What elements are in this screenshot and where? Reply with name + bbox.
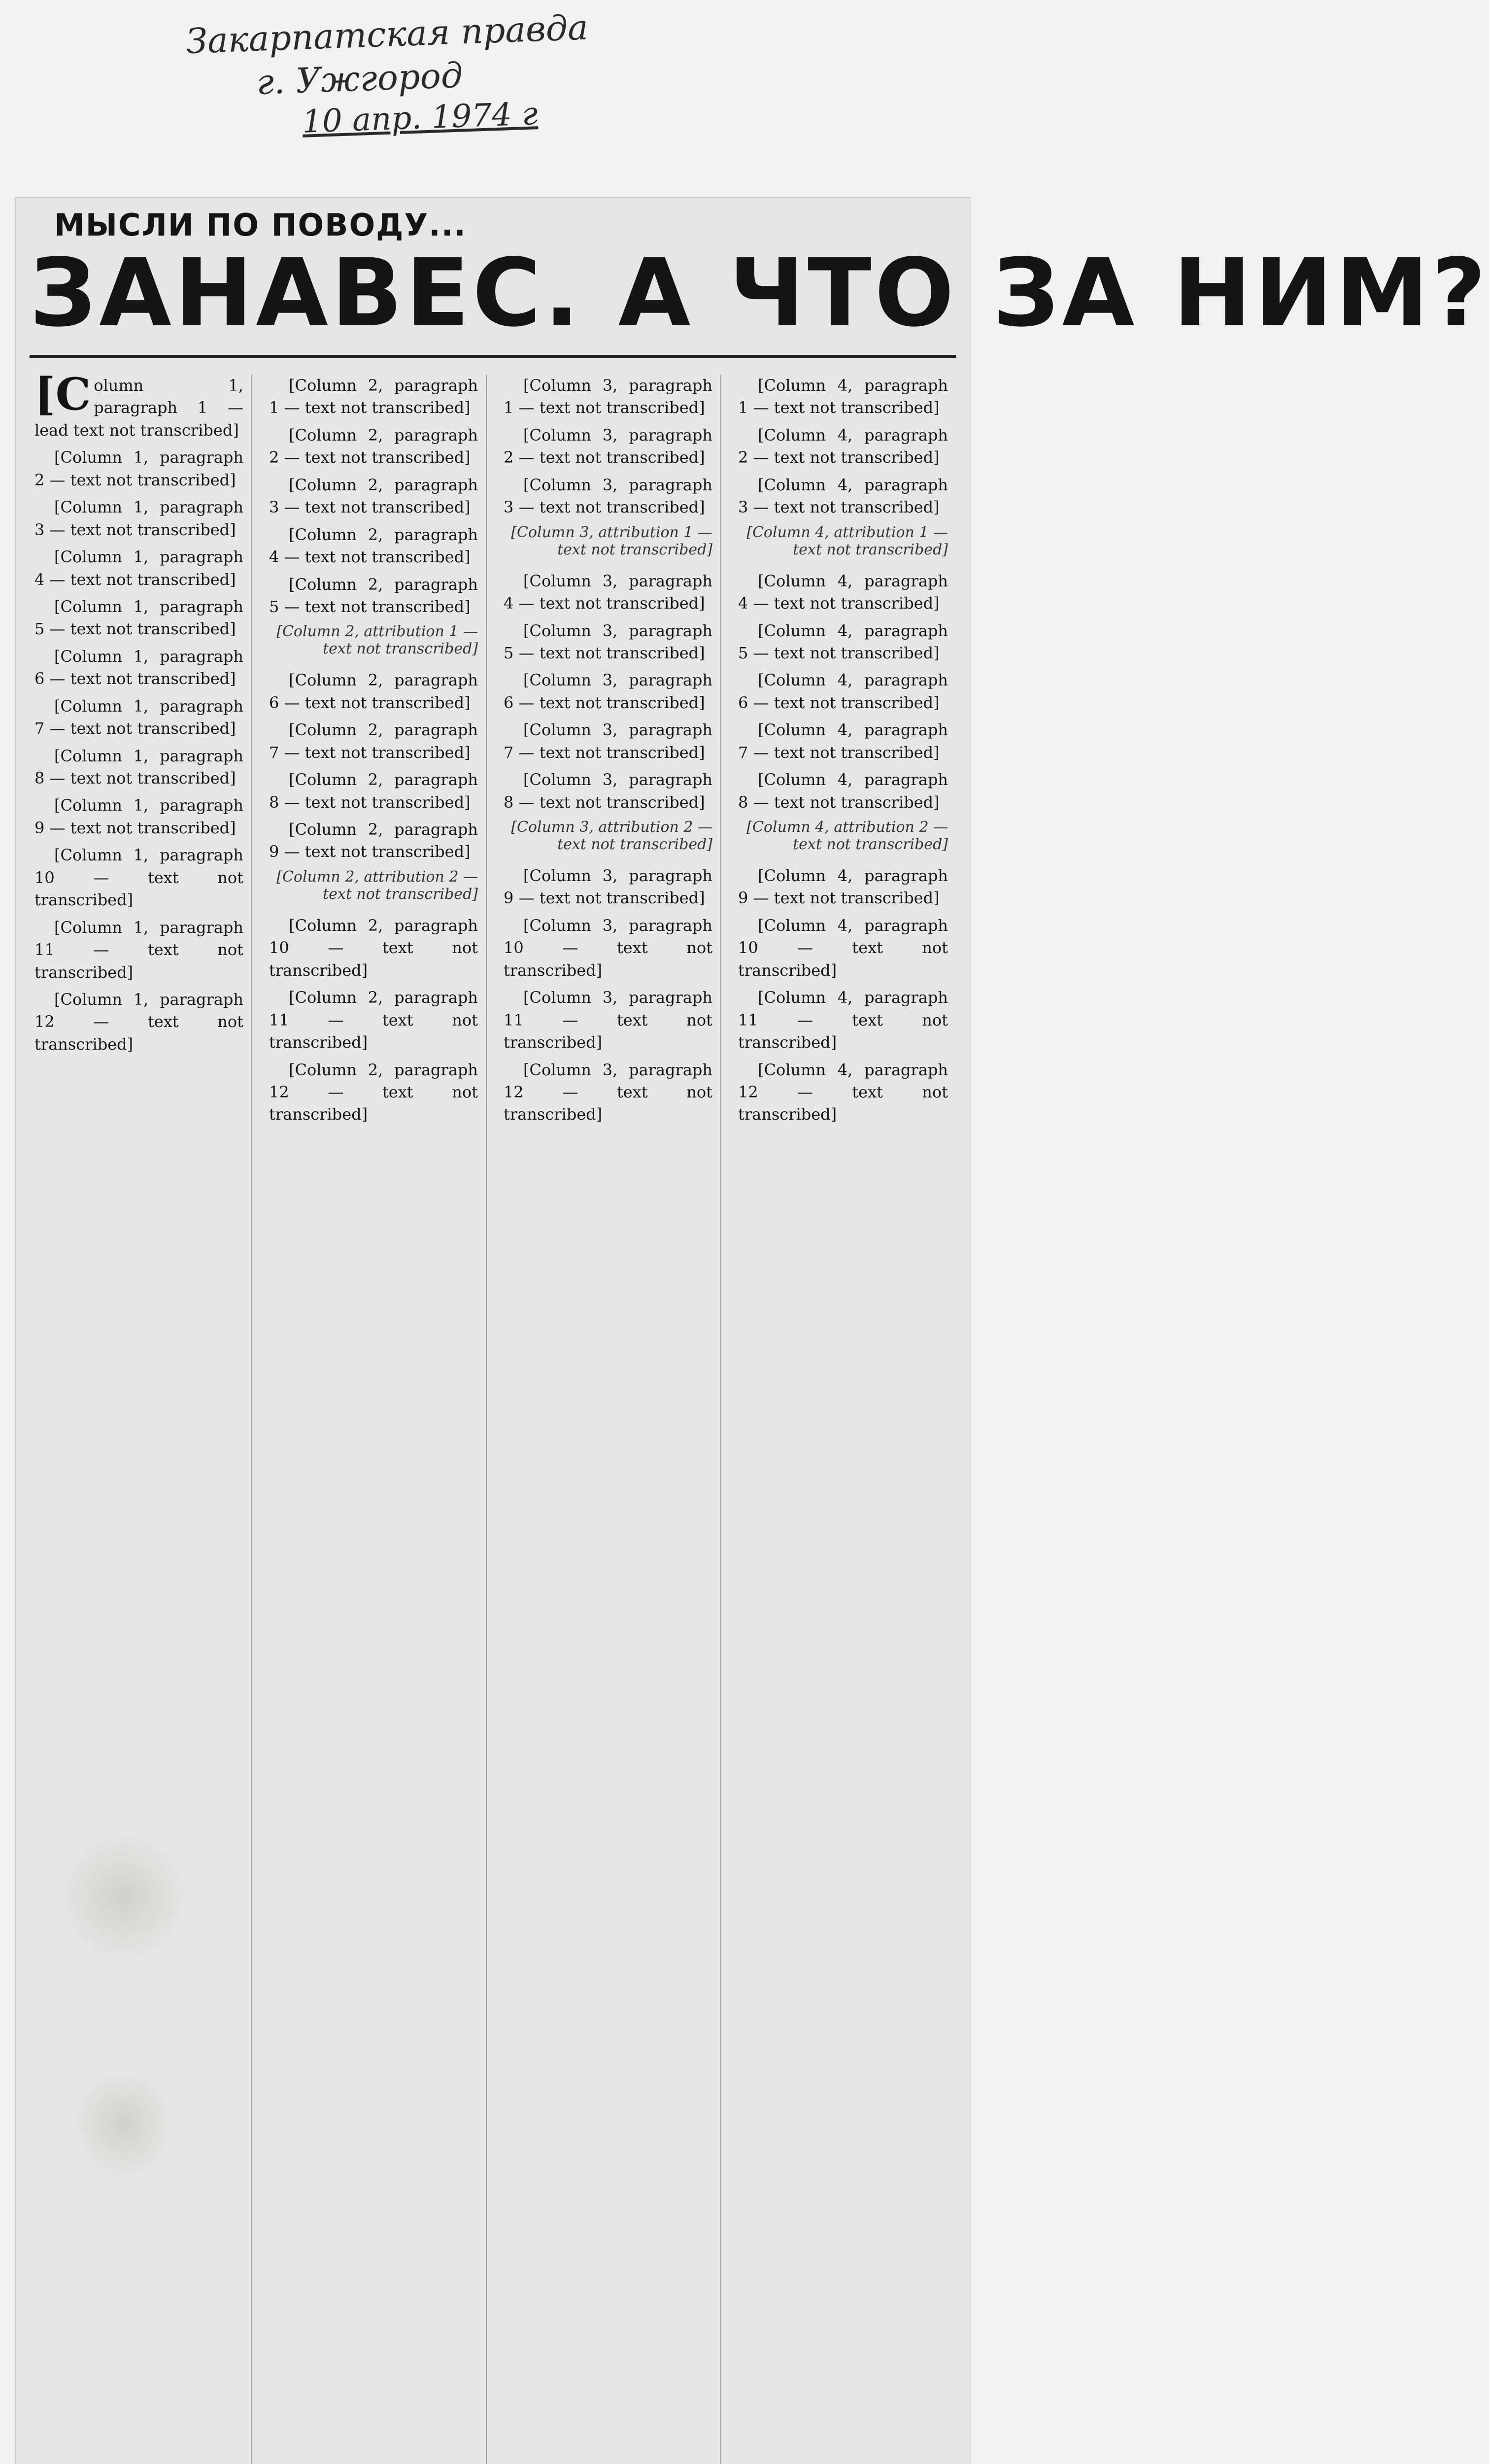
paragraph: [Column 1, paragraph 8 — text not transcribed] — [34, 746, 243, 787]
text-column-3 — [504, 375, 721, 2464]
paragraph: [Column 4, paragraph 12 — text not transcribed] — [738, 1060, 948, 1124]
paragraph: [Column 2, paragraph 4 — text not transcribed] — [269, 525, 478, 567]
quote-attribution: [Column 2, attribution 2 — text not transcribed] — [276, 868, 478, 903]
quote-attribution: [Column 2, attribution 1 — text not transcribed] — [276, 623, 478, 658]
paragraph: [Column 2, paragraph 12 — text not transcribed] — [269, 1060, 478, 1124]
paragraph: [Column 2, paragraph 11 — text not transcribed] — [269, 988, 478, 1052]
handwritten-date: 10 апр. 1974 г — [301, 96, 539, 140]
quote-attribution: [Column 4, attribution 2 — text not transcribed] — [746, 819, 948, 853]
paragraph: [Column 2, paragraph 7 — text not transcribed] — [269, 720, 478, 762]
quote-attribution: [Column 3, attribution 1 — text not transcribed] — [511, 523, 712, 558]
handwritten-city: г. Ужгород — [255, 54, 464, 103]
paragraph: [Column 2, paragraph 5 — text not transcribed] — [269, 575, 478, 616]
headline-rule — [30, 355, 956, 358]
paragraph: [Column 1, paragraph 2 — text not transcribed] — [34, 448, 243, 489]
article-body — [34, 368, 956, 2464]
paragraph: [Column 3, paragraph 10 — text not transcribed] — [504, 916, 712, 980]
quote-attribution: [Column 4, attribution 1 — text not transcribed] — [746, 523, 948, 558]
paragraph: [Column 3, paragraph 12 — text not transcribed] — [504, 1060, 712, 1124]
paragraph: [Column 4, paragraph 1 — text not transcribed] — [738, 376, 948, 417]
paragraph: [Column 2, paragraph 2 — text not transcribed] — [269, 425, 478, 467]
paragraph: [Column 3, paragraph 7 — text not transcribed] — [504, 720, 712, 762]
paragraph: [Column 2, paragraph 6 — text not transcribed] — [269, 671, 478, 712]
paragraph: [Column 1, paragraph 3 — text not transcribed] — [34, 498, 243, 539]
paragraph: [Column 1, paragraph 5 — text not transcribed] — [34, 597, 243, 639]
paragraph: [Column 3, paragraph 8 — text not transcribed] — [504, 770, 712, 812]
text-column-2 — [269, 375, 487, 2464]
paragraph: [Column 3, paragraph 2 — text not transcribed] — [504, 425, 712, 467]
paragraph: [Column 4, paragraph 6 — text not transcribed] — [738, 671, 948, 712]
paragraph: [Column 1, paragraph 9 — text not transcribed] — [34, 796, 243, 837]
paragraph: [Column 1, paragraph 7 — text not transcribed] — [34, 696, 243, 738]
paragraph: [Column 4, paragraph 3 — text not transcribed] — [738, 475, 948, 517]
paragraph: [Column 3, paragraph 9 — text not transcribed] — [504, 866, 712, 908]
paragraph: [Column 3, paragraph 11 — text not transcribed] — [504, 988, 712, 1052]
paragraph: [Column 4, paragraph 11 — text not transcribed] — [738, 988, 948, 1052]
paragraph: [Column 4, paragraph 8 — text not transcribed] — [738, 770, 948, 812]
paragraph: [Column 4, paragraph 2 — text not transcribed] — [738, 425, 948, 467]
paragraph: [Column 1, paragraph 4 — text not transcribed] — [34, 548, 243, 589]
paragraph: [Column 2, paragraph 9 — text not transcribed] — [269, 820, 478, 861]
paragraph: [Column 2, paragraph 1 — text not transcribed] — [269, 376, 478, 417]
handwritten-newspaper-name: Закарпатская правда — [185, 7, 589, 62]
paragraph: [Column 3, paragraph 5 — text not transcribed] — [504, 621, 712, 662]
paragraph: [Column 4, paragraph 9 — text not transcribed] — [738, 866, 948, 908]
paragraph: [Column 3, paragraph 3 — text not transcribed] — [504, 475, 712, 517]
paragraph: [Column 1, paragraph 6 — text not transcribed] — [34, 647, 243, 688]
paragraph: [Column 1, paragraph 1 — lead text not transcribed] — [34, 368, 243, 440]
article-headline: ЗАНАВЕС. А ЧТО ЗА НИМ? — [30, 239, 1489, 347]
paragraph: [Column 3, paragraph 6 — text not transcribed] — [504, 671, 712, 712]
paragraph: [Column 4, paragraph 10 — text not transcribed] — [738, 916, 948, 980]
paragraph: [Column 4, paragraph 7 — text not transcribed] — [738, 720, 948, 762]
paragraph: [Column 4, paragraph 5 — text not transcribed] — [738, 621, 948, 662]
text-column-4 — [738, 375, 956, 2464]
paragraph: [Column 3, paragraph 1 — text not transcribed] — [504, 376, 712, 417]
paragraph: [Column 2, paragraph 3 — text not transcribed] — [269, 475, 478, 517]
paragraph: [Column 3, paragraph 4 — text not transcribed] — [504, 571, 712, 613]
paragraph: [Column 4, paragraph 4 — text not transcribed] — [738, 571, 948, 613]
paragraph: [Column 2, paragraph 10 — text not transcribed] — [269, 916, 478, 980]
paragraph: [Column 1, paragraph 12 — text not transcribed] — [34, 990, 243, 1054]
paragraph: [Column 1, paragraph 11 — text not transcribed] — [34, 918, 243, 982]
paragraph: [Column 1, paragraph 10 — text not transcribed] — [34, 846, 243, 910]
quote-attribution: [Column 3, attribution 2 — text not transcribed] — [511, 819, 712, 853]
text-column-1 — [34, 368, 252, 2464]
paragraph: [Column 2, paragraph 8 — text not transcribed] — [269, 770, 478, 812]
handwritten-source-note — [185, 0, 780, 146]
article-kicker: МЫСЛИ ПО ПОВОДУ... — [54, 207, 467, 243]
